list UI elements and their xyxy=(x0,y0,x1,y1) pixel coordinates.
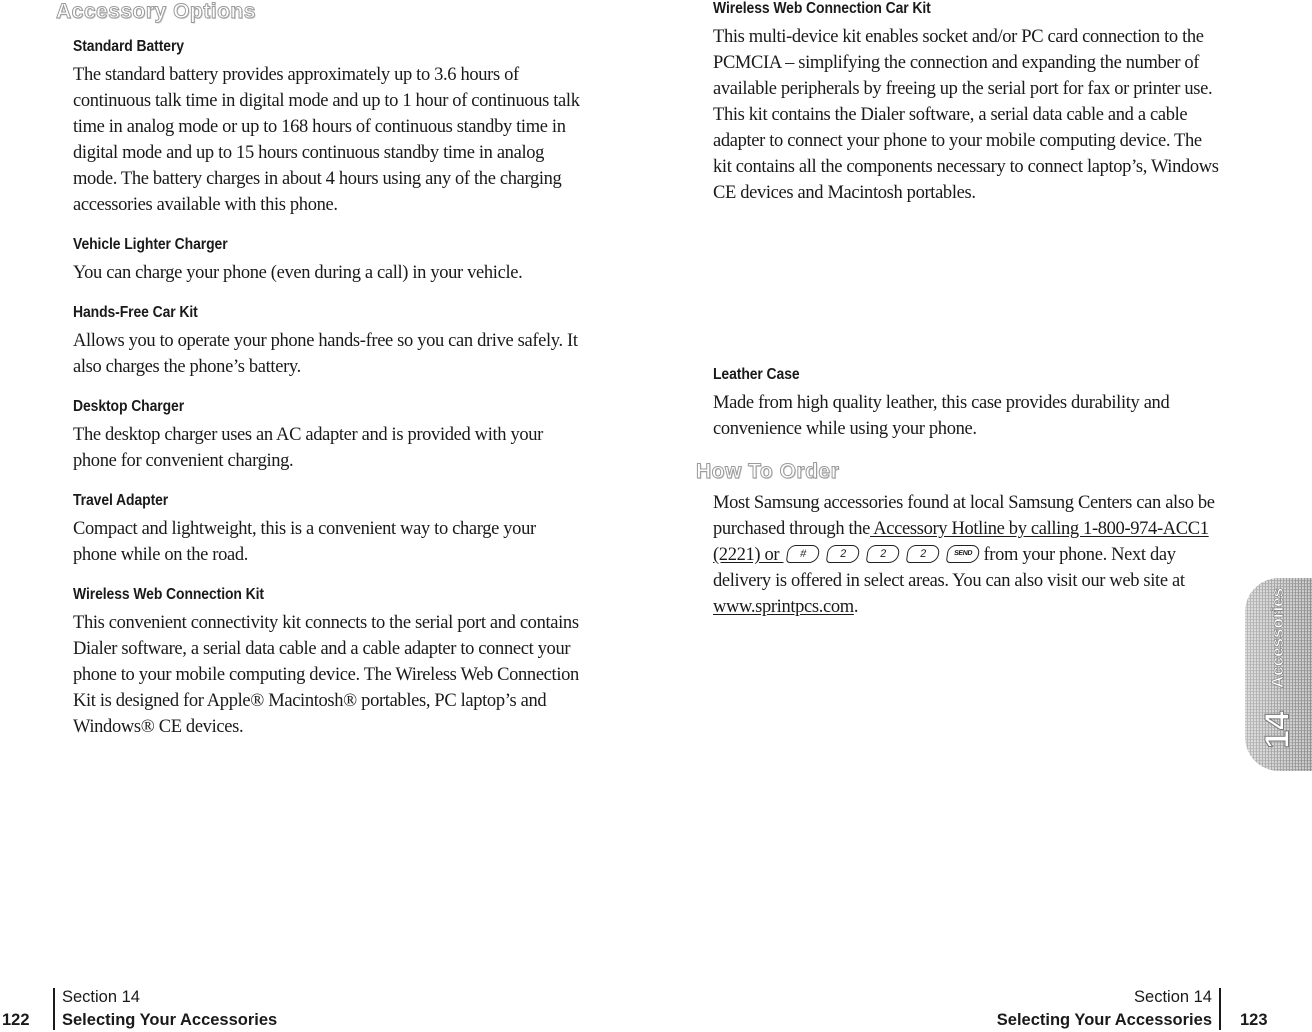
pound-key-icon: # xyxy=(786,545,821,563)
page-number-right: 123 xyxy=(1240,1011,1268,1029)
side-tab-label: Accessories xyxy=(1268,587,1287,689)
item-title: Hands-Free Car Kit xyxy=(73,304,198,321)
item-body: Made from high quality leather, this case provides durability and convenience while using your phone. xyxy=(713,393,1170,439)
footer-section-right: Section 14 xyxy=(1134,988,1212,1006)
item-body: The desktop charger uses an AC adapter and is provided with your phone for convenient charging. xyxy=(73,425,543,471)
item-body: You can charge your phone (even during a call) in your vehicle. xyxy=(73,263,523,283)
how-to-order-text xyxy=(713,490,1218,620)
item-body: Allows you to operate your phone hands-free so you can drive safely. It also charges the phone’s battery. xyxy=(73,331,578,377)
side-tab-number: 14 xyxy=(1258,711,1297,749)
two-key-icon: 2 xyxy=(906,545,941,563)
accessory-hotline-link[interactable]: Accessory Hotline by calling 1-800-974-ACC1 (2221) or xyxy=(713,519,1209,565)
section-heading-how-to-order: How To Order xyxy=(696,460,840,483)
item-body: Compact and lightweight, this is a convenient way to charge your phone while on the road. xyxy=(73,519,536,565)
item-title: Desktop Charger xyxy=(73,398,185,415)
item-title: Vehicle Lighter Charger xyxy=(73,236,228,253)
item-body: This multi-device kit enables socket and/or PC card connection to the PCMCIA – simplifying the connection and expanding the number of available peripherals by freeing up the serial port for fax or printer use. This kit contains the Dialer software, a serial data cable and a cable adapter to connect your phone to your mobile computing device. The kit contains all the components necessary to connect laptop’s, Windows CE devices and Macintosh portables. xyxy=(713,27,1219,203)
item-hands-free-car-kit xyxy=(73,304,583,380)
footer-section-left: Section 14 xyxy=(62,988,140,1006)
item-title: Wireless Web Connection Kit xyxy=(73,586,264,603)
left-column xyxy=(73,38,583,752)
two-key-icon: 2 xyxy=(826,545,861,563)
footer-title-left: Selecting Your Accessories xyxy=(62,1011,278,1029)
right-column-top xyxy=(713,0,1223,218)
order-text-continued: from your phone. Next day delivery is offered in select areas. You can also visit our web site at xyxy=(713,545,1185,591)
item-standard-battery xyxy=(73,38,583,218)
footer-divider-right xyxy=(1219,988,1221,1030)
item-desktop-charger xyxy=(73,398,583,474)
two-key-icon: 2 xyxy=(866,545,901,563)
item-leather-case xyxy=(713,366,1223,442)
footer-title-right: Selecting Your Accessories xyxy=(996,1011,1212,1029)
item-title: Wireless Web Connection Car Kit xyxy=(713,0,931,17)
item-title: Leather Case xyxy=(713,366,800,383)
chapter-side-tab xyxy=(1245,578,1312,771)
order-text-end: . xyxy=(853,597,859,617)
item-travel-adapter xyxy=(73,492,583,568)
item-title: Standard Battery xyxy=(73,38,184,55)
item-wireless-web-connection-kit xyxy=(73,586,583,740)
order-text-intro: Most Samsung accessories found at local Samsung Centers can also be purchased through the xyxy=(713,493,1215,539)
item-vehicle-lighter-charger xyxy=(73,236,583,286)
website-link[interactable]: www.sprintpcs.com xyxy=(713,597,854,617)
item-title: Travel Adapter xyxy=(73,492,169,509)
page-number-left: 122 xyxy=(2,1011,30,1029)
item-wireless-web-connection-car-kit xyxy=(713,0,1223,206)
right-column-bottom xyxy=(713,366,1223,454)
item-body: This convenient connectivity kit connects to the serial port and contains Dialer software, a serial data cable and a cable adapter to connect your phone to your mobile computing device. The Wireless Web Connection Kit is designed for Apple® Macintosh® portables, PC laptop’s and Windows® CE devices. xyxy=(73,613,579,737)
send-key-icon: SEND xyxy=(946,545,981,563)
section-heading-accessory-options: Accessory Options xyxy=(56,0,256,23)
footer-divider-left xyxy=(53,988,55,1030)
item-body: The standard battery provides approximately up to 3.6 hours of continuous talk time in digital mode and up to 1 hour of continuous talk time in analog mode or up to 168 hours of continuous standby time in digital mode and up to 15 hours continuous standby time in analog mode. The battery charges in about 4 hours using any of the charging accessories available with this phone. xyxy=(73,65,580,215)
